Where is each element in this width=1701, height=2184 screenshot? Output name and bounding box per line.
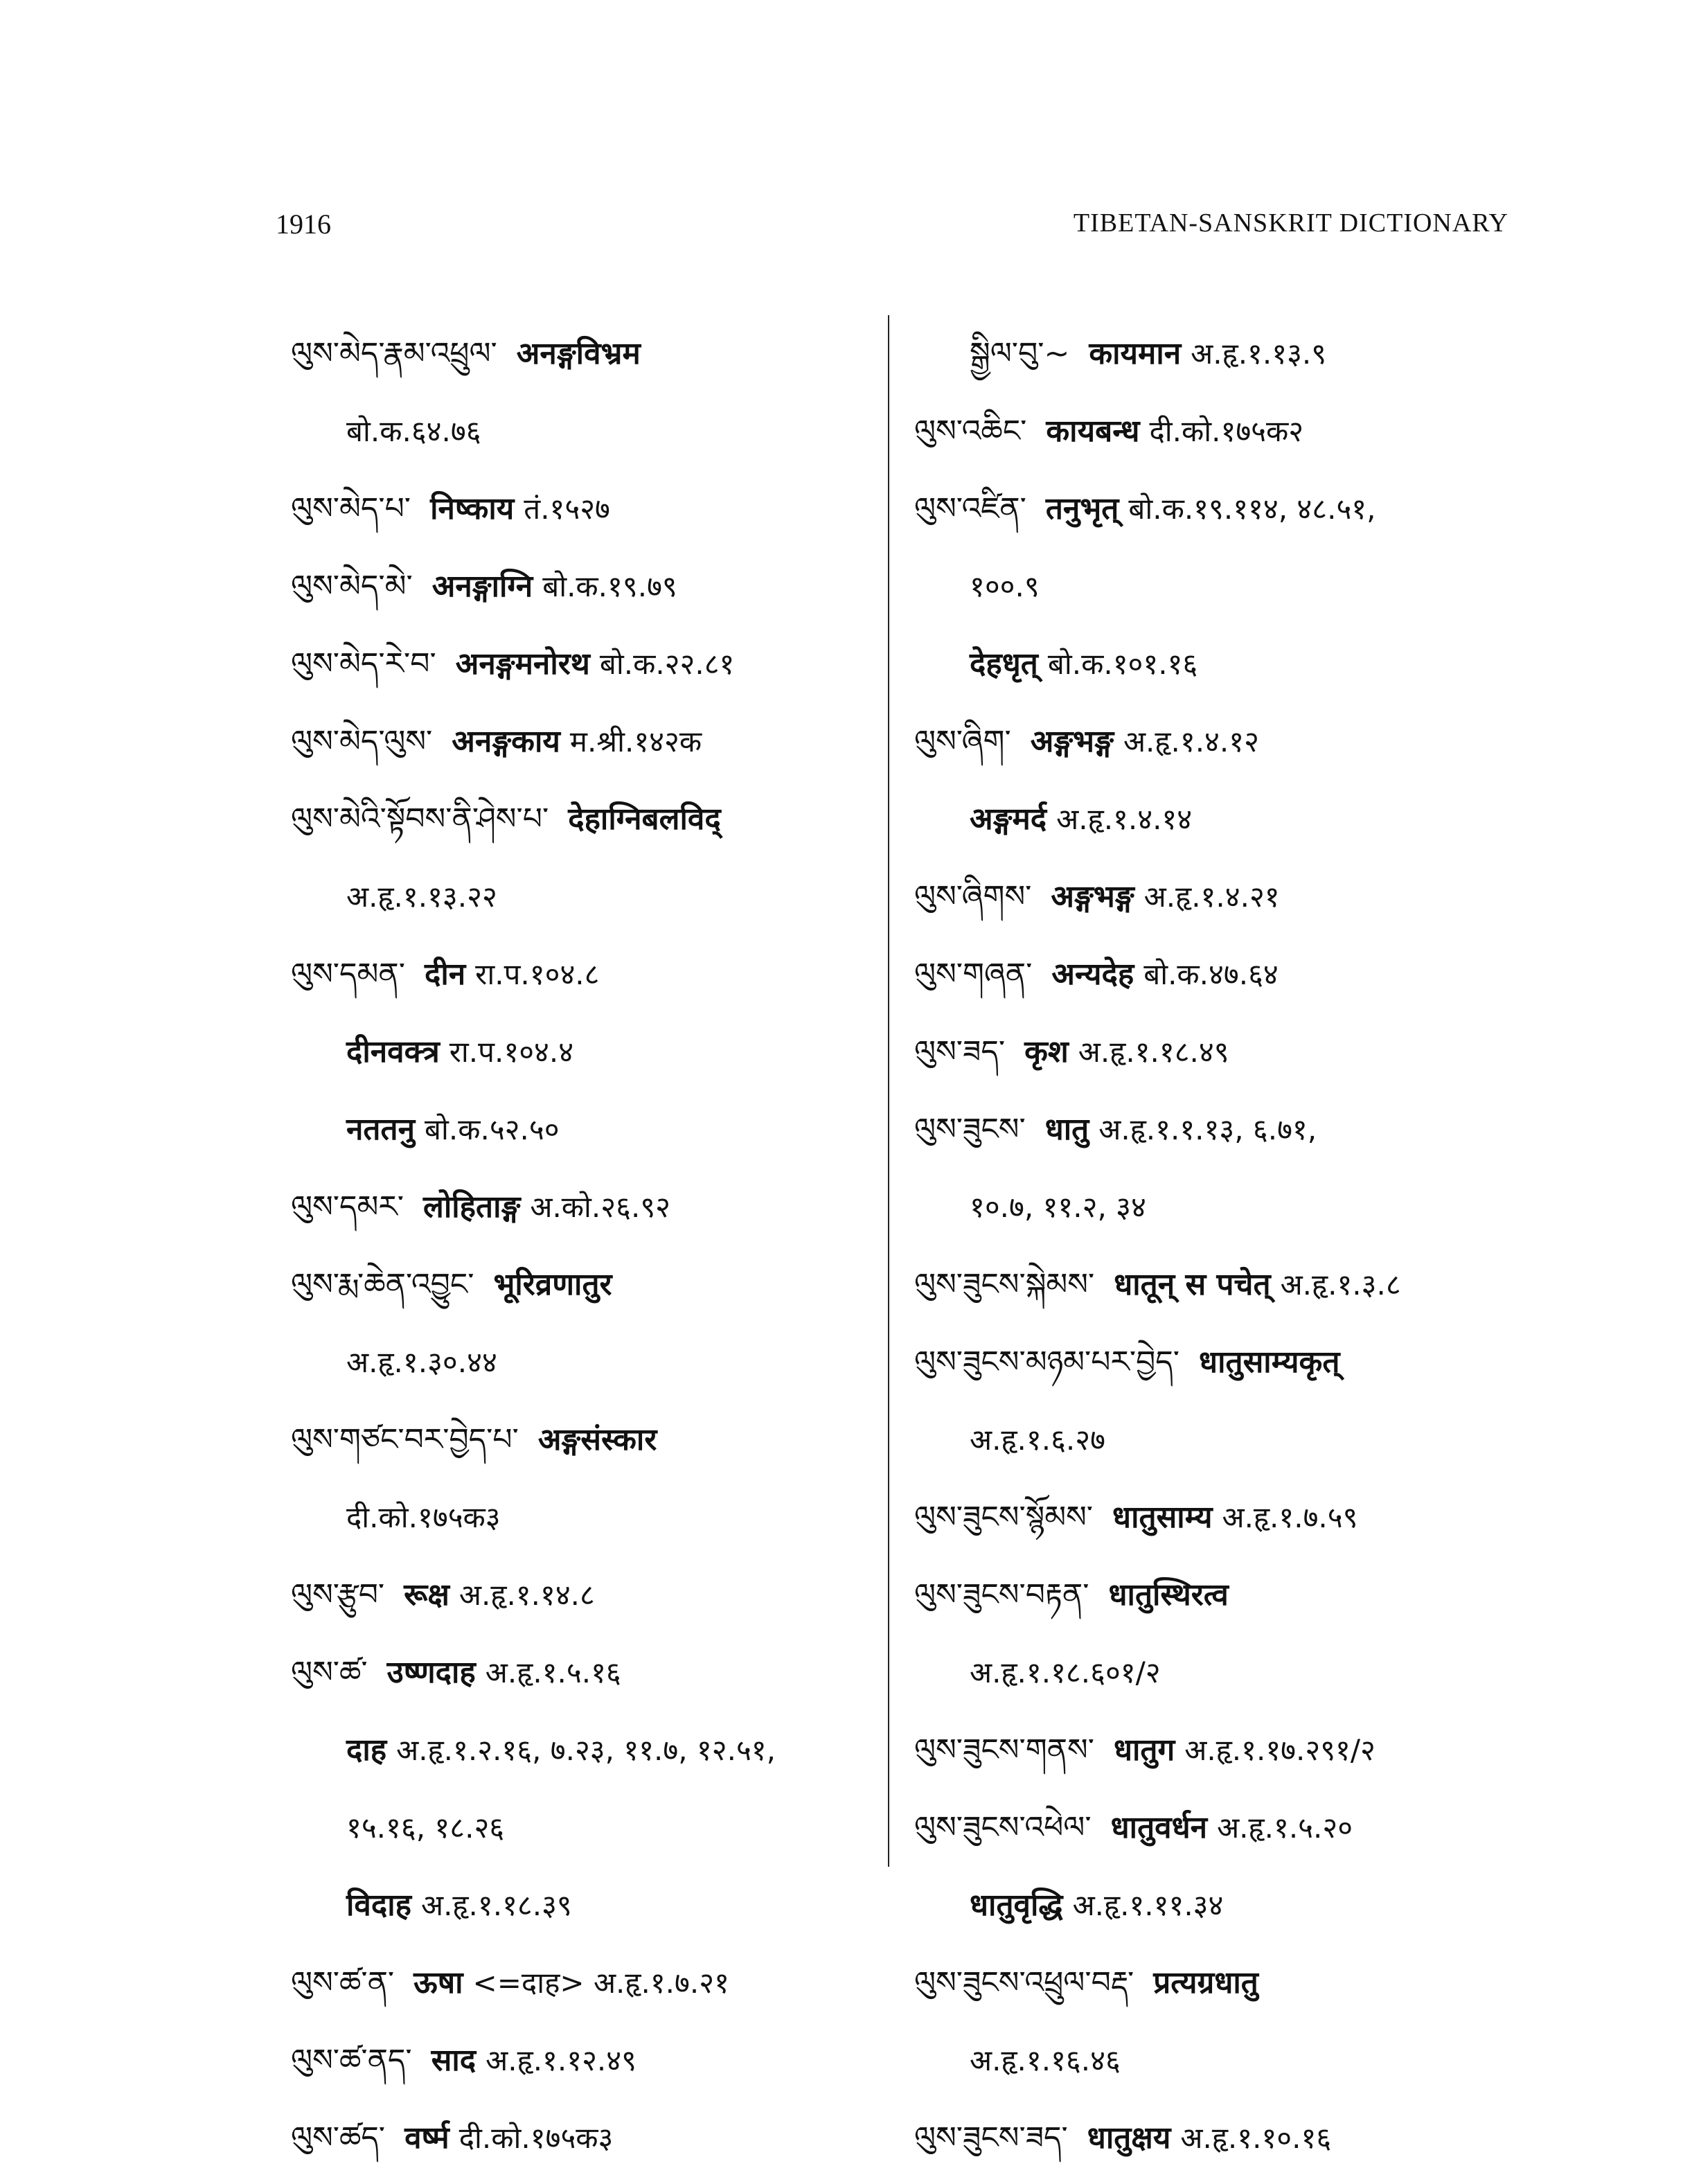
dictionary-entry-line [291,1324,873,1401]
sanskrit-equivalent: अङ्गभङ्ग [1051,879,1134,914]
source-reference: अ.को.२६.९२ [530,1190,670,1224]
dictionary-entry-line [914,1324,1524,1401]
tibetan-headword: སྒྱིལ་བུ་~ [970,336,1070,371]
tibetan-headword: ལུས་འཛིན་ [914,491,1026,526]
dictionary-entry-line [291,2099,873,2177]
sanskrit-equivalent: निष्काय [430,491,515,526]
left-column [291,315,873,2177]
tibetan-headword: ལུས་དམར་ [291,1189,404,1225]
tibetan-headword: ལུས་མེད་རེ་བ་ [291,646,436,682]
dictionary-entry-line [291,1479,873,1556]
sanskrit-equivalent: लोहिताङ्ग [423,1189,521,1225]
sanskrit-equivalent: दीनवक्त्र [346,1034,440,1069]
source-reference: अ.हृ.१.११.३४ [1072,1888,1224,1922]
dictionary-entry-line [291,393,873,470]
dictionary-entry-line [291,2022,873,2099]
column-divider [888,315,889,1867]
dictionary-entry-line [914,936,1524,1013]
right-column [914,315,1524,2177]
dictionary-entry-line [291,315,873,393]
sanskrit-equivalent: कायबन्ध [1046,414,1140,449]
dictionary-entry-line [914,470,1524,548]
source-reference: बो.क.१९.७९ [542,569,677,603]
dictionary-entry-line [291,1169,873,1246]
source-reference: <=दाह> अ.हृ.१.७.२१ [472,1966,729,2000]
sanskrit-equivalent: अनङ्गमनोरथ [455,646,590,682]
source-reference: अ.हृ.१.४.२१ [1143,880,1280,914]
source-reference: अ.हृ.१.१८.३९ [420,1888,572,1922]
tibetan-headword: ལུས་མེད་ལུས་ [291,724,433,759]
source-reference: अ.हृ.१.२.१६, ७.२३, ११.७, १२.५१, [396,1733,776,1767]
sanskrit-equivalent: धातुग [1113,1732,1175,1768]
dictionary-entry-line [914,781,1524,858]
dictionary-entry-line [914,393,1524,470]
tibetan-headword: ལུས་ཚ་ན་ [291,1965,395,2000]
source-reference: अ.हृ.१.३०.४४ [346,1345,497,1379]
dictionary-entry-line [914,2099,1524,2177]
source-reference: रा.प.१०४.८ [475,957,600,991]
tibetan-headword: ལུས་གཞན་ [914,957,1033,992]
tibetan-headword: ལུས་ཟུངས་མཉམ་པར་བྱེད་ [914,1344,1180,1380]
dictionary-entry-line [291,1091,873,1169]
source-reference: बो.क.४७.६४ [1143,957,1279,991]
dictionary-entry-line [291,1634,873,1712]
sanskrit-equivalent: अन्यदेह [1051,957,1134,992]
source-reference: अ.हृ.१.६.२७ [970,1423,1105,1457]
sanskrit-equivalent: विदाह [346,1888,411,1923]
source-reference: अ.हृ.१.१०.१६ [1180,2121,1332,2155]
source-reference: रा.प.१०४.४ [449,1035,574,1069]
tibetan-headword: ལུས་གཙང་བར་བྱེད་པ་ [291,1422,519,1457]
sanskrit-equivalent: धातुवर्धन [1110,1810,1208,1845]
tibetan-headword: ལུས་ཟུངས་སྐེམས་ [914,1267,1095,1302]
source-reference: दी.को.१७५क२ [1149,414,1304,448]
dictionary-entry-line [291,1789,873,1867]
page-number: 1916 [276,208,331,240]
sanskrit-equivalent: साद [431,2043,477,2078]
tibetan-headword: ལུས་ཞིག་ [914,724,1011,759]
tibetan-headword: ལུས་མེའི་སྟོབས་ནི་ཤེས་པ་ [291,801,549,837]
sanskrit-equivalent: अनङ्गकाय [452,724,560,759]
sanskrit-equivalent: दाह [346,1732,387,1768]
tibetan-headword: ལུས་ཟད་ [914,1034,1006,1069]
sanskrit-equivalent: अङ्गमर्द [970,801,1047,837]
sanskrit-equivalent: देहधृत् [970,646,1038,682]
source-reference: बो.क.२२.८१ [599,647,735,681]
source-reference: अ.हृ.१.१४.८ [458,1578,595,1612]
sanskrit-equivalent: वर्ष्म [404,2120,449,2156]
sanskrit-equivalent: तनुभृत् [1045,491,1119,526]
sanskrit-equivalent: अङ्गभङ्ग [1030,724,1114,759]
tibetan-headword: ལུས་ཚད་ [291,2120,386,2156]
tibetan-headword: ལུས་མེད་མེ་ [291,569,413,604]
source-reference: अ.हृ.१.१६.४६ [970,2043,1121,2077]
source-reference: अ.हृ.१.१.१३, ६.७१, [1098,1112,1317,1146]
tibetan-headword: ལུས་རྩུབ་ [291,1577,385,1613]
source-reference: म.श्री.१४२क [569,725,702,758]
tibetan-headword: ལུས་དམན་ [291,957,405,992]
tibetan-headword: ལུས་ཟུངས་གནས་ [914,1732,1094,1768]
tibetan-headword: ལུས་ཚ་ [291,1655,368,1690]
source-reference: अ.हृ.१.१८.४९ [1078,1035,1229,1069]
dictionary-entry-line [291,1246,873,1324]
tibetan-headword: ལུས་ཟུངས་ [914,1112,1026,1147]
dictionary-entry-line [914,315,1524,393]
dictionary-entry-line [291,625,873,703]
source-reference: अ.हृ.१.५.१६ [485,1655,621,1689]
dictionary-entry-line [291,548,873,625]
sanskrit-equivalent: धातून् स पचेत् [1114,1267,1271,1302]
sanskrit-equivalent: उष्णदाह [386,1655,476,1690]
sanskrit-equivalent: धातुसाम्य [1112,1500,1213,1535]
dictionary-entry-line [914,1556,1524,1634]
tibetan-headword: ལུས་ཟུངས་སྙོམས་ [914,1500,1094,1535]
dictionary-entry-line [914,625,1524,703]
dictionary-entry-line [291,936,873,1013]
sanskrit-equivalent: भूरिव्रणातुर [493,1267,612,1302]
source-reference: बो.क.५२.५० [425,1112,560,1146]
source-reference: १५.१६, १८.२६ [346,1811,505,1845]
source-reference: दी.को.१७५क३ [458,2121,614,2155]
dictionary-entry-line [291,1401,873,1479]
dictionary-entry-line [291,781,873,858]
dictionary-entry-line [914,1479,1524,1556]
source-reference: बो.क.६४.७६ [346,414,481,448]
sanskrit-equivalent: कृश [1024,1034,1069,1069]
sanskrit-equivalent: देहाग्निबलविद् [568,801,721,837]
dictionary-entry-line [914,1634,1524,1712]
tibetan-headword: ལུས་ཟུངས་འཕེལ་ [914,1810,1092,1845]
source-reference: अ.हृ.१.१२.४९ [486,2043,636,2077]
sanskrit-equivalent: नततनु [346,1112,415,1147]
sanskrit-equivalent: धातुस्थिरत्व [1108,1577,1229,1613]
source-reference: अ.हृ.१.४.१४ [1056,802,1193,836]
sanskrit-equivalent: रूक्ष [404,1577,449,1613]
dictionary-entry-line [291,1867,873,1944]
sanskrit-equivalent: अङ्गसंस्कार [537,1422,657,1457]
sanskrit-equivalent: अनङ्गाग्नि [431,569,533,604]
sanskrit-equivalent: धातुवृद्धि [970,1888,1063,1923]
dictionary-entry-line [914,1246,1524,1324]
sanskrit-equivalent: अनङ्गविभ्रम [516,336,641,371]
tibetan-headword: ལུས་ཟུངས་འཕྲུལ་བརྡ་ [914,1965,1134,2000]
tibetan-headword: ལུས་ཟུངས་བརྟན་ [914,1577,1089,1613]
dictionary-entry-line [291,1944,873,2022]
dictionary-entry-line [914,1944,1524,2022]
running-head: TIBETAN-SANSKRIT DICTIONARY [1073,208,1508,238]
tibetan-headword: ལུས་མེད་པ་ [291,491,411,526]
source-reference: अ.हृ.१.१३.९ [1191,337,1327,371]
dictionary-entry-line [914,1091,1524,1169]
dictionary-entry-line [914,1789,1524,1867]
source-reference: अ.हृ.१.५.२० [1217,1811,1353,1845]
sanskrit-equivalent: दीन [424,957,466,992]
sanskrit-equivalent: धातुक्षय [1087,2120,1171,2156]
dictionary-entry-line [914,1712,1524,1789]
tibetan-headword: ལུས་མེད་རྣམ་འཕྲུལ་ [291,336,497,371]
source-reference: अ.हृ.१.१७.२९१/२ [1184,1733,1375,1767]
tibetan-headword: ལུས་ཞིགས་ [914,879,1032,914]
source-reference: तं.१५२७ [524,492,610,526]
source-reference: १००.९ [970,569,1040,603]
source-reference: दी.को.१७५क३ [346,1500,501,1534]
page-header [276,208,1508,249]
source-reference: अ.हृ.१.७.५९ [1222,1500,1358,1534]
dictionary-entry-line [914,1867,1524,1944]
tibetan-headword: ལུས་ཟུངས་ཟད་ [914,2120,1068,2156]
dictionary-entry-line [291,1556,873,1634]
dictionary-entry-line [914,2022,1524,2099]
source-reference: बो.क.१९.११४, ४८.५१, [1128,492,1376,526]
source-reference: बो.क.१०१.१६ [1047,647,1198,681]
source-reference: अ.हृ.१.४.१२ [1123,725,1259,758]
sanskrit-equivalent: ऊषा [413,1965,463,2000]
tibetan-headword: ལུས་འཆིང་ [914,414,1027,449]
dictionary-entry-line [291,1013,873,1091]
sanskrit-equivalent: प्रत्यग्रधातु [1153,1965,1258,2000]
sanskrit-equivalent: कायमान [1089,336,1182,371]
source-reference: अ.हृ.१.१८.६०१/२ [970,1655,1161,1689]
dictionary-entry-line [291,703,873,781]
dictionary-entry-line [914,703,1524,781]
dictionary-entry-line [914,548,1524,625]
source-reference: अ.हृ.१.३.८ [1280,1268,1401,1302]
sanskrit-equivalent: धातु [1044,1112,1089,1147]
tibetan-headword: ལུས་རྨ་ཆེན་འབྱུང་ [291,1267,474,1302]
dictionary-entry-line [914,1401,1524,1479]
source-reference: अ.हृ.१.१३.२२ [346,880,497,914]
sanskrit-equivalent: धातुसाम्यकृत् [1199,1344,1340,1380]
source-reference: १०.७, ११.२, ३४ [970,1190,1146,1224]
dictionary-entry-line [914,1169,1524,1246]
dictionary-entry-line [914,858,1524,936]
dictionary-entry-line [291,1712,873,1789]
tibetan-headword: ལུས་ཚ་ནད་ [291,2043,412,2078]
dictionary-entry-line [291,858,873,936]
dictionary-entry-line [291,470,873,548]
dictionary-entry-line [914,1013,1524,1091]
